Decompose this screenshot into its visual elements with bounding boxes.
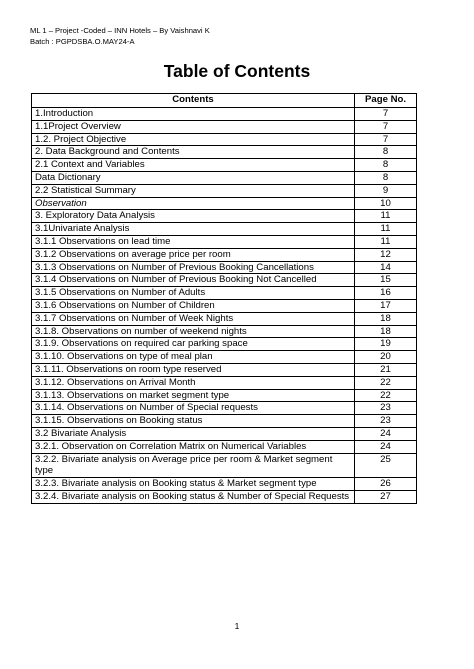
page-column-header: Page No. <box>355 94 417 108</box>
toc-row <box>32 287 417 300</box>
toc-row <box>32 184 417 197</box>
toc-entry-page: 23 <box>355 415 417 428</box>
toc-row <box>32 490 417 503</box>
toc-row <box>32 120 417 133</box>
toc-entry-label: 3.1.1 Observations on lead time <box>32 235 355 248</box>
toc-entry-page: 22 <box>355 389 417 402</box>
toc-row <box>32 351 417 364</box>
toc-entry-label: 1.Introduction <box>32 108 355 121</box>
toc-entry-page: 12 <box>355 248 417 261</box>
toc-entry-label: 3.1.8. Observations on number of weekend nights <box>32 325 355 338</box>
toc-entry-label: 3.2.2. Bivariate analysis on Average price per room & Market segment type <box>32 453 355 478</box>
toc-entry-page: 7 <box>355 120 417 133</box>
toc-entry-page: 10 <box>355 197 417 210</box>
toc-entry-label: Data Dictionary <box>32 171 355 184</box>
toc-entry-label: 3.1.11. Observations on room type reserved <box>32 363 355 376</box>
toc-entry-page: 11 <box>355 235 417 248</box>
toc-row <box>32 274 417 287</box>
toc-entry-page: 20 <box>355 351 417 364</box>
toc-body <box>32 108 417 504</box>
toc-row <box>32 248 417 261</box>
toc-row <box>32 376 417 389</box>
toc-entry-label: 2.2 Statistical Summary <box>32 184 355 197</box>
toc-entry-label: Observation <box>32 197 355 210</box>
toc-entry-page: 7 <box>355 108 417 121</box>
toc-entry-label: 3.1.10. Observations on type of meal plan <box>32 351 355 364</box>
toc-row <box>32 133 417 146</box>
toc-entry-label: 2. Data Background and Contents <box>32 146 355 159</box>
toc-entry-page: 26 <box>355 478 417 491</box>
contents-column-header: Contents <box>32 94 355 108</box>
page-header <box>30 26 210 47</box>
toc-entry-label: 3.2.4. Bivariate analysis on Booking status & Number of Special Requests <box>32 490 355 503</box>
toc-row <box>32 402 417 415</box>
toc-entry-page: 21 <box>355 363 417 376</box>
toc-entry-page: 11 <box>355 210 417 223</box>
toc-entry-page: 27 <box>355 490 417 503</box>
toc-row <box>32 171 417 184</box>
toc-entry-label: 3.1Univariate Analysis <box>32 223 355 236</box>
toc-entry-label: 3.1.5 Observations on Number of Adults <box>32 287 355 300</box>
toc-row <box>32 223 417 236</box>
toc-row <box>32 440 417 453</box>
toc-entry-page: 18 <box>355 325 417 338</box>
toc-header-row <box>32 94 417 108</box>
toc-row <box>32 235 417 248</box>
toc-entry-page: 16 <box>355 287 417 300</box>
toc-entry-page: 8 <box>355 159 417 172</box>
toc-row <box>32 108 417 121</box>
toc-row <box>32 415 417 428</box>
toc-row <box>32 478 417 491</box>
toc-row <box>32 389 417 402</box>
toc-row <box>32 427 417 440</box>
toc-entry-page: 9 <box>355 184 417 197</box>
toc-entry-label: 3.1.13. Observations on market segment type <box>32 389 355 402</box>
toc-entry-label: 3.1.7 Observations on Number of Week Nights <box>32 312 355 325</box>
toc-entry-label: 1.1Project Overview <box>32 120 355 133</box>
page-number: 1 <box>234 621 240 631</box>
toc-row <box>32 159 417 172</box>
toc-entry-label: 3.1.6 Observations on Number of Children <box>32 299 355 312</box>
toc-entry-label: 3.1.2 Observations on average price per room <box>32 248 355 261</box>
toc-entry-page: 25 <box>355 453 417 478</box>
toc-entry-page: 18 <box>355 312 417 325</box>
page-title: Table of Contents <box>163 61 311 81</box>
toc-row <box>32 363 417 376</box>
toc-entry-page: 11 <box>355 223 417 236</box>
toc-entry-label: 2.1 Context and Variables <box>32 159 355 172</box>
toc-row <box>32 299 417 312</box>
toc-row <box>32 453 417 478</box>
toc-entry-page: 22 <box>355 376 417 389</box>
toc-entry-page: 14 <box>355 261 417 274</box>
toc-row <box>32 146 417 159</box>
toc-entry-label: 3.1.9. Observations on required car parking space <box>32 338 355 351</box>
toc-row <box>32 312 417 325</box>
toc-row <box>32 338 417 351</box>
toc-entry-label: 3.2.3. Bivariate analysis on Booking status & Market segment type <box>32 478 355 491</box>
toc-entry-label: 3.2.1. Observation on Correlation Matrix on Numerical Variables <box>32 440 355 453</box>
toc-table <box>31 93 417 504</box>
toc-entry-label: 3.1.4 Observations on Number of Previous Booking Not Cancelled <box>32 274 355 287</box>
toc-entry-page: 24 <box>355 440 417 453</box>
toc-entry-page: 24 <box>355 427 417 440</box>
toc-entry-label: 3.1.14. Observations on Number of Special requests <box>32 402 355 415</box>
toc-row <box>32 325 417 338</box>
header-line-1: ML 1 – Project -Coded – INN Hotels – By Vaishnavi K <box>30 26 210 35</box>
toc-row <box>32 261 417 274</box>
toc-entry-page: 19 <box>355 338 417 351</box>
toc-entry-label: 3. Exploratory Data Analysis <box>32 210 355 223</box>
toc-entry-page: 8 <box>355 171 417 184</box>
header-line-2: Batch : PGPDSBA.O.MAY24-A <box>30 36 135 46</box>
toc-entry-page: 7 <box>355 133 417 146</box>
toc-entry-label: 3.1.12. Observations on Arrival Month <box>32 376 355 389</box>
toc-row <box>32 197 417 210</box>
toc-entry-page: 15 <box>355 274 417 287</box>
toc-entry-label: 3.2 Bivariate Analysis <box>32 427 355 440</box>
toc-row <box>32 210 417 223</box>
toc-entry-page: 23 <box>355 402 417 415</box>
toc-entry-page: 8 <box>355 146 417 159</box>
toc-entry-label: 3.1.15. Observations on Booking status <box>32 415 355 428</box>
toc-entry-label: 1.2. Project Objective <box>32 133 355 146</box>
toc-entry-label: 3.1.3 Observations on Number of Previous Booking Cancellations <box>32 261 355 274</box>
toc-entry-page: 17 <box>355 299 417 312</box>
